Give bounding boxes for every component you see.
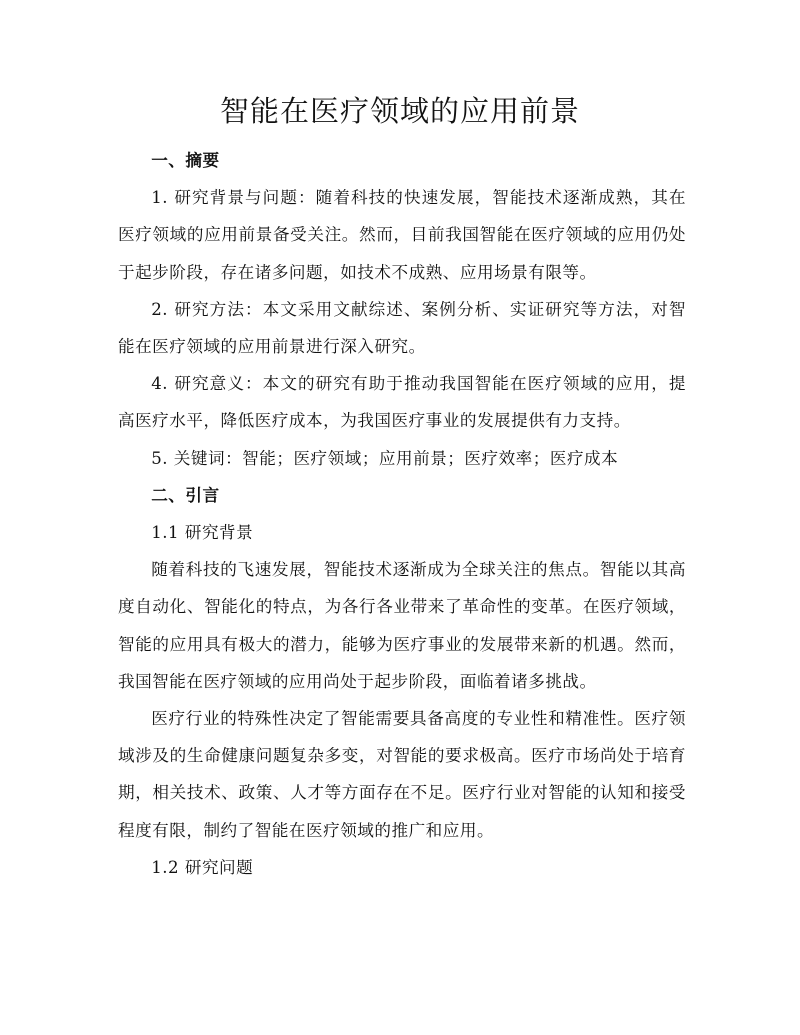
section-heading-abstract: 一、摘要 [151, 151, 220, 170]
abstract-item-method: 2. 研究方法：本文采用文献综述、案例分析、实证研究等方法，对智能在医疗领域的应用前景进行深入研究。 [118, 299, 686, 357]
section-heading-introduction: 二、引言 [151, 485, 220, 505]
paragraph-background-2: 医疗行业的特殊性决定了智能需要具备高度的专业性和精准性。医疗领域涉及的生命健康问题复杂多变，对智能的要求极高。医疗市场尚处于培育期，相关技术、政策、人才等方面存在不足。医疗行业对智能的认知和接受程度有限，制约了智能在医疗领域的推广和应用。 [118, 709, 686, 840]
document-body [118, 142, 686, 886]
abstract-item-significance: 4. 研究意义：本文的研究有助于推动我国智能在医疗领域的应用，提高医疗水平，降低医疗成本，为我国医疗事业的发展提供有力支持。 [118, 374, 686, 431]
subsection-heading-background: 1.1 研究背景 [151, 523, 254, 543]
paragraph-background-1: 随着科技的飞速发展，智能技术逐渐成为全球关注的焦点。智能以其高度自动化、智能化的特点，为各行各业带来了革命性的变革。在医疗领域，智能的应用具有极大的潜力，能够为医疗事业的发展带来新的机遇。然而，我国智能在医疗领域的应用尚处于起步阶段，面临着诸多挑战。 [118, 560, 686, 691]
subsection-heading-problem: 1.2 研究问题 [151, 857, 254, 877]
abstract-item-background: 1. 研究背景与问题：随着科技的快速发展，智能技术逐渐成熟，其在医疗领域的应用前景备受关注。然而，目前我国智能在医疗领域的应用仍处于起步阶段，存在诸多问题，如技术不成熟、应用场景有限等。 [118, 188, 686, 282]
abstract-item-keywords: 5. 关键词：智能；医疗领域；应用前景；医疗效率；医疗成本 [151, 448, 619, 468]
document-title: 智能在医疗领域的应用前景 [219, 94, 580, 128]
